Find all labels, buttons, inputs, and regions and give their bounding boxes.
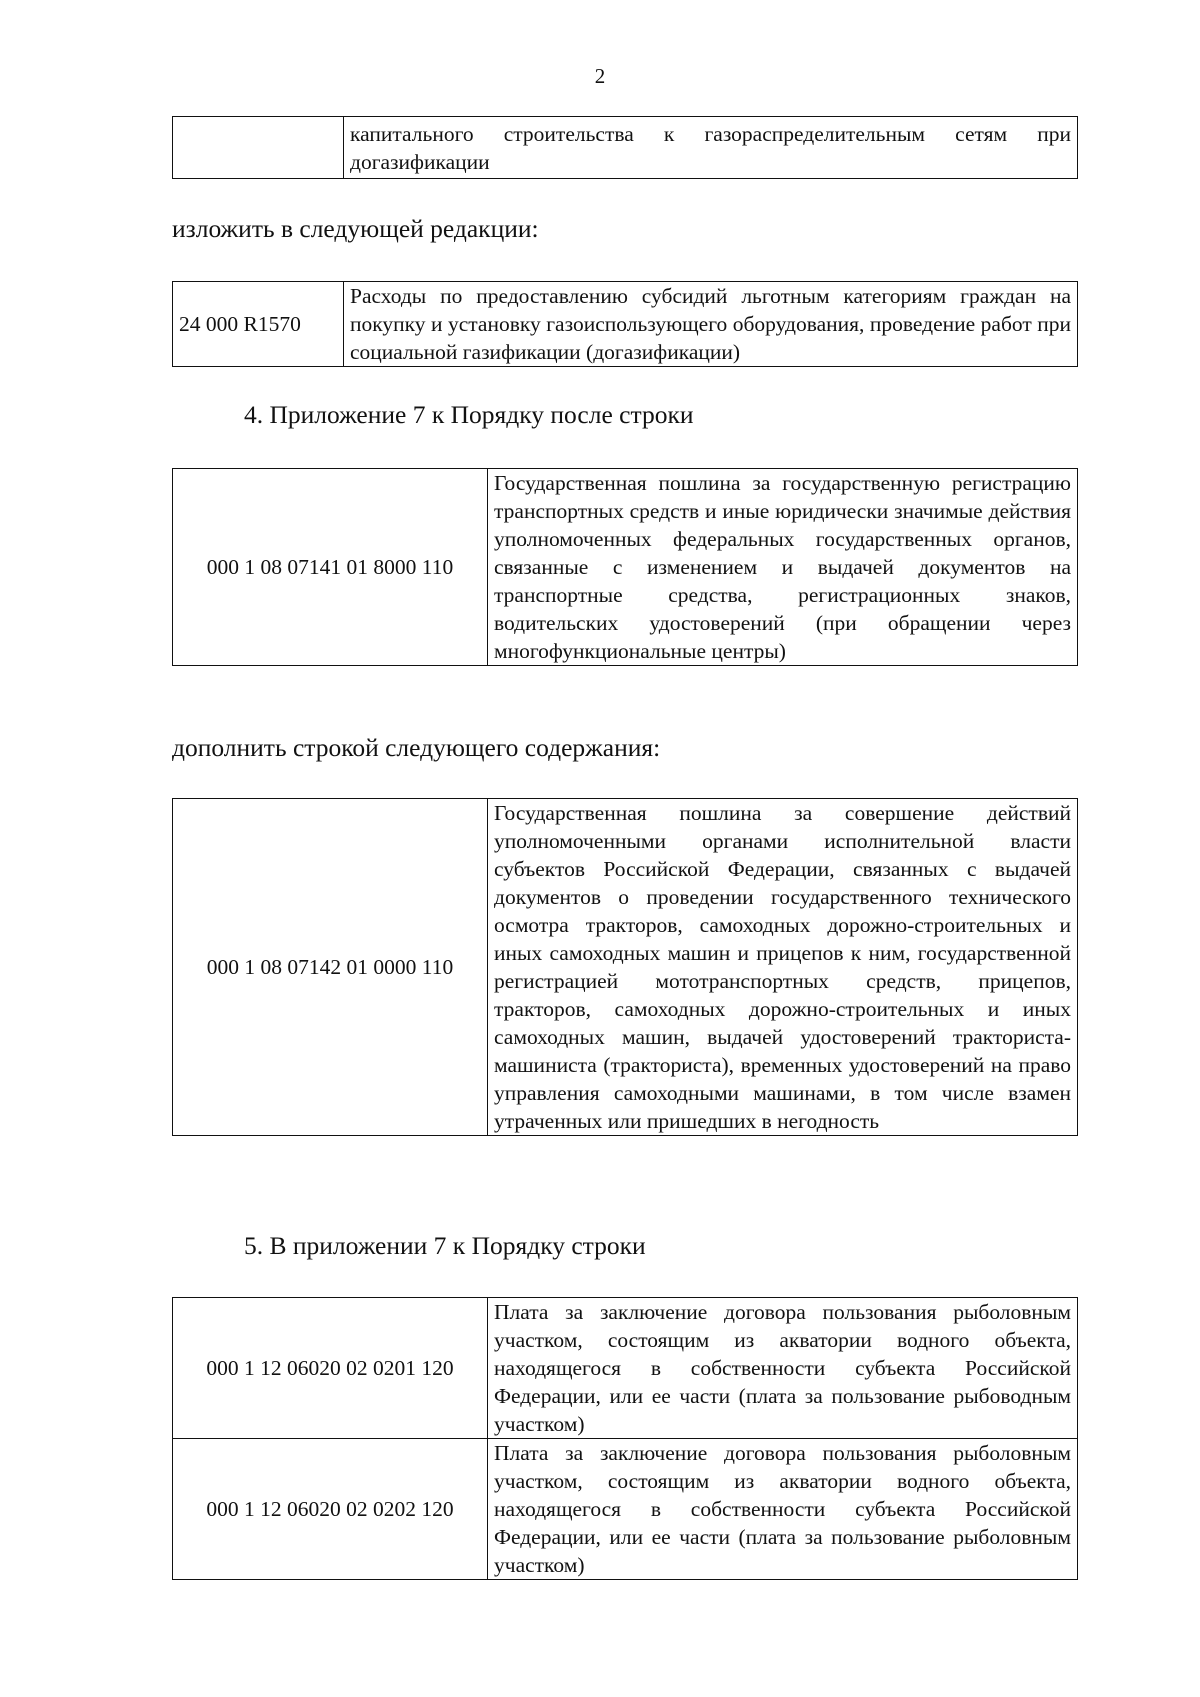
code-cell: 24 000 R1570 — [173, 282, 344, 367]
section-4-heading: 4. Приложение 7 к Порядку после строки — [244, 400, 694, 429]
table-row — [173, 799, 1078, 1136]
description-cell: Плата за заключение договора пользования рыболовным участком, состоящим из акватории водного объекта, находящегося в собственности субъекта Российской Федерации, или ее части (плата за пользование рыбоводным участком) — [488, 1298, 1078, 1439]
table-row — [173, 1439, 1078, 1580]
page-number: 2 — [594, 64, 606, 88]
code-cell: 000 1 08 07141 01 8000 110 — [173, 469, 488, 666]
description-cell: Государственная пошлина за совершение действий уполномоченными органами исполнительной власти субъектов Российской Федерации, связанных с выдачей документов о проведении государственного технического осмотра тракторов, самоходных дорожно-строительных и иных самоходных машин и прицепов к ним, государственной регистрацией мототранспортных средств, прицепов, тракторов, самоходных дорожно-строительных и иных самоходных машин, выдачей удостоверений тракториста-машиниста (тракториста), временных удостоверений на право управления самоходными машинами, в том числе взамен утраченных или пришедших в негодность — [488, 799, 1078, 1136]
section-5-heading: 5. В приложении 7 к Порядку строки — [244, 1231, 646, 1260]
new-edition-table — [172, 281, 1078, 367]
code-cell: 000 1 12 06020 02 0201 120 — [173, 1298, 488, 1439]
paragraph-new-edition: изложить в следующей редакции: — [172, 214, 539, 243]
description-cell: Плата за заключение договора пользования рыболовным участком, состоящим из акватории водного объекта, находящегося в собственности субъекта Российской Федерации, или ее части (плата за пользование рыболовным участком) — [488, 1439, 1078, 1580]
continuation-table — [172, 116, 1078, 179]
code-cell — [173, 117, 344, 179]
table-row — [173, 282, 1078, 367]
description-cell: капитального строительства к газораспределительным сетям при догазификации — [344, 117, 1078, 179]
paragraph-add-row: дополнить строкой следующего содержания: — [172, 733, 661, 762]
section-5-table — [172, 1297, 1078, 1580]
after-row-table — [172, 468, 1078, 666]
description-cell: Расходы по предоставлению субсидий льготным категориям граждан на покупку и установку газоиспользующего оборудования, проведение работ при социальной газификации (догазификации) — [344, 282, 1078, 367]
table-row — [173, 1298, 1078, 1439]
description-cell: Государственная пошлина за государственную регистрацию транспортных средств и иные юридически значимые действия уполномоченных федеральных государственных органов, связанные с изменением и выдачей документов на транспортные средства, регистрационных знаков, водительских удостоверений (при обращении через многофункциональные центры) — [488, 469, 1078, 666]
table-row — [173, 469, 1078, 666]
added-row-table — [172, 798, 1078, 1136]
code-cell: 000 1 12 06020 02 0202 120 — [173, 1439, 488, 1580]
code-cell: 000 1 08 07142 01 0000 110 — [173, 799, 488, 1136]
table-row — [173, 117, 1078, 179]
